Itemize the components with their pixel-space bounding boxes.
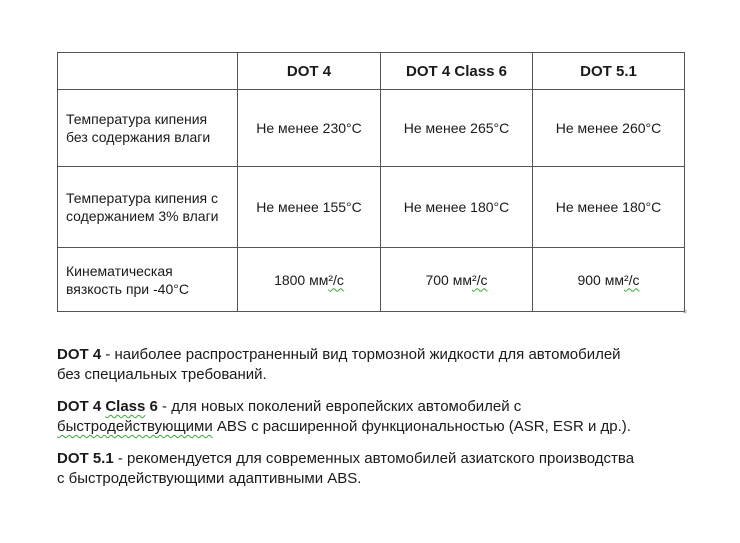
cell-value: 1800 мм [274, 271, 329, 288]
table-end-mark: ¤ [683, 309, 687, 316]
table-cell: Не менее 265°С [381, 90, 533, 167]
table-cell [381, 248, 533, 312]
table-row-viscosity [58, 248, 685, 312]
note-term: DOT 4 [57, 346, 102, 363]
note-text: ABS с расширенной функциональностью (ASR, ESR и др.). [212, 418, 631, 435]
unit-suffix: ²/с [328, 271, 344, 288]
unit-suffix: ²/с [471, 271, 488, 288]
note-text: - для новых поколений европейских автомобилей с [157, 398, 522, 415]
header-dot51: DOT 5.1 [533, 53, 685, 90]
note-dot4 [57, 345, 697, 385]
table-header-row [58, 53, 685, 90]
note-term-part: DOT 4 [57, 398, 106, 415]
table-row-boiling-wet [58, 167, 685, 248]
cell-value: 900 мм [577, 271, 624, 288]
table-cell: Не менее 180°С [533, 167, 685, 248]
note-term-part: 6 [145, 398, 158, 415]
note-text: с быстродействующими адаптивными ABS. [57, 470, 362, 487]
header-dot4-class6: DOT 4 Class 6 [381, 53, 533, 90]
row-label-line: без содержания влаги [66, 129, 211, 145]
table-cell [533, 248, 685, 312]
header-empty-cell [58, 53, 238, 90]
row-label-line: Температура кипения с [66, 190, 219, 206]
unit-suffix: ²/с [623, 271, 640, 288]
note-text: быстродействующими [57, 418, 213, 435]
row-label-line: содержанием 3% влаги [66, 208, 219, 224]
note-term-part: Class [105, 398, 146, 415]
table-cell: Не менее 230°С [238, 90, 381, 167]
row-label-line: вязкость при -40°С [66, 280, 189, 297]
note-term [57, 398, 158, 415]
cell-value: 700 мм [425, 271, 472, 288]
table-cell [238, 248, 381, 312]
dot-comparison-table [57, 52, 685, 312]
table-cell: Не менее 155°С [238, 167, 381, 248]
row-label [58, 167, 238, 248]
table-row-boiling-dry [58, 90, 685, 167]
table-cell: Не менее 180°С [381, 167, 533, 248]
note-text: - наиболее распространенный вид тормозной жидкости для автомобилей [101, 346, 621, 363]
note-text: - рекомендуется для современных автомобилей азиатского производства [113, 450, 635, 467]
table-cell: Не менее 260°С [533, 90, 685, 167]
note-term: DOT 5.1 [57, 450, 114, 467]
header-dot4: DOT 4 [238, 53, 381, 90]
note-dot4-class6 [57, 397, 697, 437]
note-dot51 [57, 449, 697, 489]
note-text: без специальных требований. [57, 366, 267, 383]
row-label-line: Температура кипения [66, 111, 208, 127]
row-label [58, 90, 238, 167]
row-label [58, 248, 238, 312]
row-label-line: Кинематическая [66, 262, 173, 279]
notes-section [57, 345, 697, 501]
